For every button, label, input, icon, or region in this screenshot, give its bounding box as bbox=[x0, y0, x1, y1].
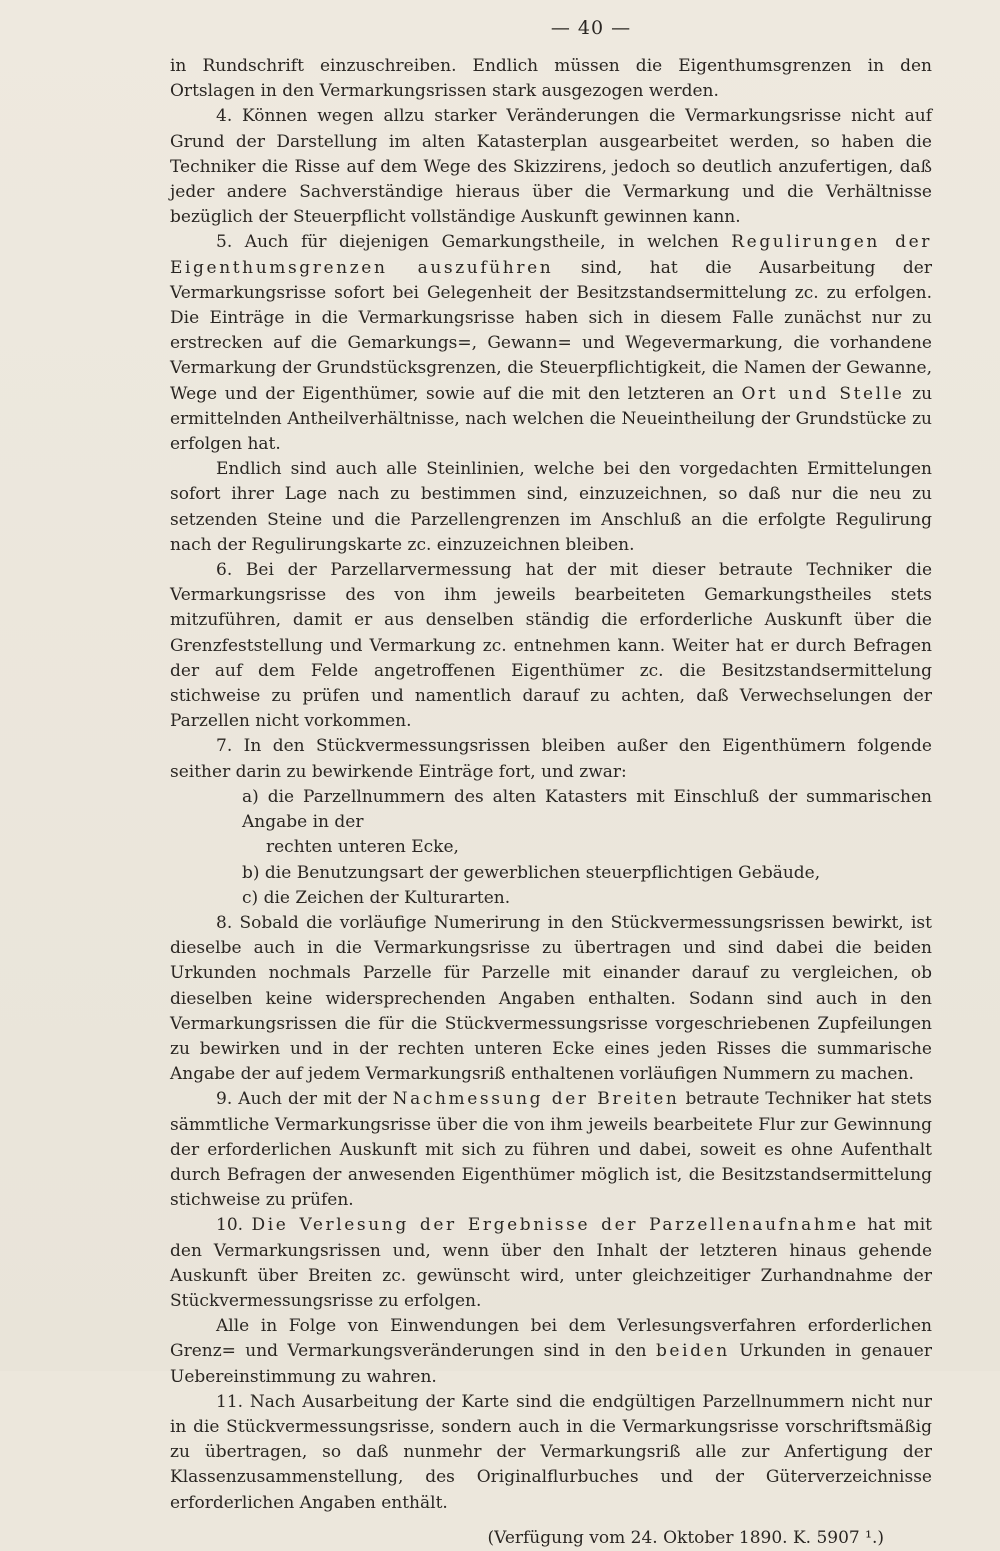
paragraph-5-continued: Endlich sind auch alle Steinlinien, welche bei den vorgedachten Ermittelungen sofort ihrer Lage nach zu bestimmen sind, einzuzeichnen, so daß nur die neu zu setzenden Steine und die Parzellengrenzen im Anschluß an die erfolgte Regulirung nach der Regulirungskarte zc. einzuzeichnen bleiben. bbox=[170, 459, 932, 555]
paragraph-5-spaced-regulirungen: Regulirungen der Eigenthumsgrenzen auszuführen bbox=[170, 232, 932, 278]
paragraph-7: 7. In den Stückvermessungsrissen bleiben außer den Eigenthümern folgende seither darin zu bewirkende Einträge fort, und zwar: bbox=[170, 736, 932, 782]
paragraph-6: 6. Bei der Parzellarvermessung hat der mit dieser betraute Techniker die Vermarkungsrisse des von ihm jeweils bearbeiteten Gemarkungstheiles stets mitzuführen, damit er aus denselben ständig die erforderliche Auskunft über die Grenzfeststellung und Vermarkung zc. entnehmen kann. Weiter hat er durch Befragen der auf dem Felde angetroffenen Eigenthümer zc. die Besitzstandsermittelung stichweise zu prüfen und namentlich darauf zu achten, daß Verwechselungen der Parzellen nicht vorkommen. bbox=[170, 560, 932, 732]
list-item-c-label: c) bbox=[242, 887, 259, 908]
paragraph-11: 11. Nach Ausarbeitung der Karte sind die endgültigen Parzellnummern nicht nur in die Stückvermessungsrisse, sondern auch in die Vermarkungsrisse vorschriftsmäßig zu übertragen, so daß nunmehr der Vermarkungsriß alle zur Anfertigung der Klassenzusammenstellung, des Originalflurbuches und der Güterverzeichnisse erforderlichen Angaben enthält. bbox=[170, 1391, 932, 1513]
list-item-b bbox=[170, 861, 932, 886]
list-item-a-continued: rechten unteren Ecke, bbox=[266, 837, 459, 858]
paragraph-10-number: 10. bbox=[216, 1215, 244, 1236]
list-item-b-text: die Benutzungsart der gewerblichen steuerpflichtigen Gebäude, bbox=[264, 862, 821, 883]
list-item-b-label: b) bbox=[242, 862, 260, 883]
paragraph-9-part-c: betraute Techniker hat stets sämmtliche Vermarkungsrisse über die von ihm jeweils bearbeitete Flur zur Gewinnung der erforderlichen Auskunft mit sich zu führen und dabei, soweit es ohne Aufenthalt durch Befragen der anwesenden Eigenthümer möglich ist, die Besitzstandsermittelung stichweise zu prüfen. bbox=[170, 1089, 933, 1211]
body-text bbox=[170, 54, 932, 1551]
paragraph-10-continued-a: Alle in Folge von Einwendungen bei dem Verlesungsverfahren erforderlichen Grenz= und Vermarkungsveränderungen sind in den bbox=[170, 1316, 932, 1362]
citation-reference: (Verfügung vom 24. Oktober 1890. K. 5907 ¹.) bbox=[487, 1527, 884, 1548]
list-item-c-text: die Zeichen der Kulturarten. bbox=[263, 887, 511, 908]
paragraph-10-spaced-beiden: beiden bbox=[655, 1341, 730, 1362]
paragraph-9 bbox=[170, 1087, 932, 1213]
list-item-c bbox=[170, 886, 932, 911]
paragraph-10-continued bbox=[170, 1314, 932, 1390]
paragraph-4: 4. Können wegen allzu starker Veränderungen die Vermarkungsrisse nicht auf Grund der Darstellung im alten Katasterplan ausgearbeitet werden, so haben die Techniker die Risse auf dem Wege des Skizzirens, jedoch so deutlich anzufertigen, daß jeder andere Sachverständige hieraus über die Vermarkung und die Verhältnisse bezüglich der Steuerpflicht vollständige Auskunft gewinnen kann. bbox=[170, 106, 932, 228]
paragraph-5-part-a: 5. Auch für diejenigen Gemarkungstheile, in welchen bbox=[216, 232, 719, 253]
paragraph-10-continued-c: Urkunden in genauer Uebereinstimmung zu wahren. bbox=[170, 1341, 932, 1387]
paragraph-10-part-c: hat mit den Vermarkungsrissen und, wenn über den Inhalt der letzteren hinaus gehende Auskunft über Breiten zc. gewünscht wird, unter gleichzeitiger Zurhandnahme der Stückvermessungsrisse zu erfolgen. bbox=[170, 1215, 933, 1311]
page-number: — 40 — bbox=[550, 17, 632, 39]
list-item-a-label: a) bbox=[242, 786, 259, 807]
paragraph-8: 8. Sobald die vorläufige Numerirung in den Stückvermessungsrissen bewirkt, ist dieselbe auch in die Vermarkungsrisse zu übertragen und sind dabei die beiden Urkunden nochmals Parzelle für Parzelle mit einander darauf zu vergleichen, ob dieselben keine widersprechenden Angaben enthalten. Sodann sind auch in den Vermarkungsrissen die für die Stückvermessungsrisse vorgeschriebenen Zupfeilungen zu bewirken und in der rechten unteren Ecke eines jeden Risses die summarische Angabe der auf jedem Vermarkungsriß enthaltenen vorläufigen Nummern zu machen. bbox=[170, 912, 932, 1085]
paragraph-intro: in Rundschrift einzuschreiben. Endlich müssen die Eigenthumsgrenzen in den Ortslagen in den Vermarkungsrissen stark ausgezogen werden. bbox=[170, 56, 932, 102]
paragraph-5-spaced-ort: Ort und Stelle bbox=[741, 383, 905, 404]
paragraph-5 bbox=[170, 230, 932, 457]
list-item-a bbox=[170, 785, 932, 835]
paragraph-5-part-e: zu ermittelnden Antheilverhältnisse, nach welchen die Neueintheilung der Grundstücke zu erfolgen hat. bbox=[170, 383, 933, 455]
paragraph-10-spaced: Die Verlesung der Ergebnisse der Parzellenaufnahme bbox=[251, 1215, 859, 1236]
paragraph-5-part-c: sind, hat die Ausarbeitung der Vermarkungsrisse sofort bei Gelegenheit der Besitzstandsermittelung zc. zu erfolgen. Die Einträge in die Vermarkungsrisse haben sich in diesem Falle zunächst nur zu erstrecken auf die Gemarkungs=, Gewann= und Wegevermarkung, die vorhandene Vermarkung der Grundstücksgrenzen, die Steuerpflichtigkeit, die Namen der Gewanne, Wege und der Eigenthümer, sowie auf die mit den letzteren an bbox=[170, 257, 932, 404]
paragraph-9-spaced: Nachmessung der Breiten bbox=[392, 1089, 680, 1110]
paragraph-9-part-a: 9. Auch der mit der bbox=[216, 1089, 387, 1110]
list-item-a-text: die Parzellnummern des alten Katasters mit Einschluß der summarischen Angabe in der bbox=[242, 786, 932, 833]
paragraph-10 bbox=[170, 1213, 932, 1314]
